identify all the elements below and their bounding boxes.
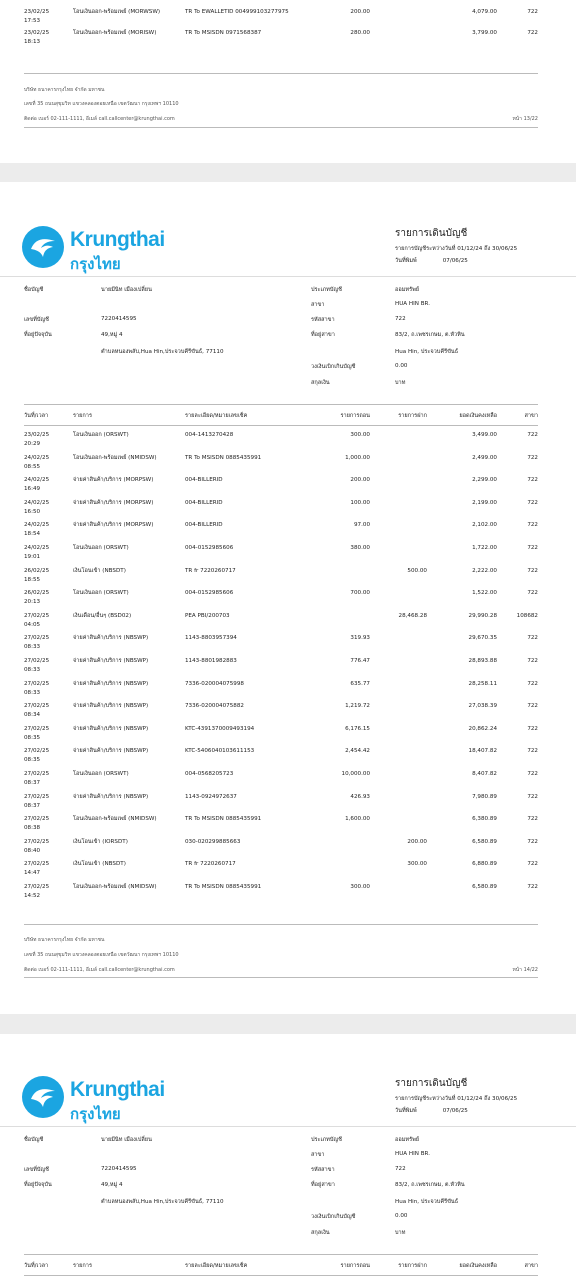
- footer-address: เลขที่ 35 ถนนสุขุมวิท แขวงคลองตอยเหนือ เขตวัฒนา กรุงเทพฯ 10110: [24, 952, 179, 958]
- row-time: 19:01: [24, 554, 41, 560]
- row-branch: 722: [527, 9, 538, 15]
- account-number: 7220414595: [101, 316, 137, 322]
- table-row: [0, 521, 576, 543]
- branch-address-1: 83/2, ถ.เพชรเกษม, ต.หัวหิน: [395, 332, 465, 338]
- table-row: [0, 793, 576, 815]
- row-description: โอนเงินออก-พร้อมเพย์ (NMIDSW): [73, 884, 157, 890]
- row-time: 18:13: [24, 39, 41, 45]
- row-time: 08:35: [24, 757, 41, 764]
- footer-contact: ติดต่อ เบอร์ 02-111-1111, อีเมล์ call.callcenter@krungthai.com: [24, 116, 175, 122]
- row-withdraw: 280.00: [350, 30, 370, 36]
- col-date: วันที่/เวลา: [24, 413, 49, 419]
- row-date: 27/02/25: [24, 680, 50, 687]
- row-balance: 27,038.39: [468, 703, 497, 710]
- table-row: [0, 454, 576, 476]
- footer-divider: [24, 924, 538, 925]
- row-balance: 1,722.00: [472, 545, 497, 551]
- row-date: 26/02/25: [24, 590, 50, 597]
- table-row: [0, 680, 576, 702]
- row-description: โอนเงินออก (ORSWT): [73, 545, 129, 551]
- row-deposit: 200.00: [407, 838, 427, 845]
- row-description: จ่ายค่าสินค้า/บริการ (NBSWP): [73, 703, 149, 710]
- currency: บาท: [395, 1230, 406, 1236]
- table-row: [0, 815, 576, 837]
- row-withdraw: 380.00: [350, 545, 370, 551]
- row-balance: 7,980.89: [472, 793, 497, 800]
- col-deposit: รายการฝาก: [398, 413, 427, 419]
- account-number-label: เลขที่บัญชี: [24, 317, 49, 323]
- row-time: 08:37: [24, 780, 41, 786]
- row-balance: 2,102.00: [472, 522, 497, 529]
- row-withdraw: 300.00: [350, 432, 370, 438]
- row-description: จ่ายค่าสินค้า/บริการ (NBSWP): [73, 635, 149, 642]
- row-balance: 4,079.00: [472, 9, 497, 15]
- row-balance: 6,580.89: [472, 884, 497, 890]
- row-detail: 004-0152985606: [185, 545, 234, 551]
- header-divider: [0, 1126, 576, 1127]
- row-date: 27/02/25: [24, 861, 50, 868]
- row-branch: 722: [527, 590, 538, 597]
- account-name: นายมีนิท เมืองเปลี่ยน: [101, 287, 152, 293]
- row-description: โอนเงินออก-พร้อมเพย์ (NMIDSW): [73, 454, 157, 461]
- table-header-divider: [24, 425, 538, 426]
- currency: บาท: [395, 380, 406, 386]
- row-withdraw: 6,176.15: [345, 725, 370, 732]
- row-branch: 722: [527, 454, 538, 461]
- row-description: จ่ายค่าสินค้า/บริการ (NBSWP): [73, 658, 149, 664]
- row-description: จ่ายค่าสินค้า/บริการ (NBSWP): [73, 748, 149, 755]
- row-branch: 722: [527, 522, 538, 529]
- print-date-line: วันที่พิมพ์ 07/06/25: [395, 258, 468, 264]
- bank-name-th: กรุงไทย: [70, 1106, 121, 1123]
- row-detail: 004-BILLERID: [185, 477, 223, 484]
- row-time: 18:55: [24, 576, 41, 583]
- row-time: 20:29: [24, 441, 41, 447]
- branch-address-1: 83/2, ถ.เพชรเกษม, ต.หัวหิน: [395, 1182, 465, 1188]
- branch-address-label: ที่อยู่สาขา: [311, 332, 335, 338]
- address-line-2: ตำบลหนองพลับ,Hua Hin,ประจวบคีรีขันธ์, 77110: [101, 1199, 224, 1205]
- branch-name: HUA HIN BR.: [395, 301, 431, 307]
- row-balance: 6,580.89: [472, 838, 497, 845]
- table-row: [0, 702, 576, 724]
- account-name-label: ชื่อบัญชี: [24, 1137, 44, 1143]
- row-detail: 030-020299885663: [185, 838, 241, 845]
- footer-contact: ติดต่อ เบอร์ 02-111-1111, อีเมล์ call.callcenter@krungthai.com: [24, 967, 175, 973]
- row-detail: TR To MSISDN 0885435991: [185, 454, 262, 461]
- table-header-divider: [24, 1275, 538, 1276]
- col-withdraw: รายการถอน: [340, 1263, 370, 1269]
- header-divider: [0, 276, 576, 277]
- row-withdraw: 1,000.00: [345, 454, 370, 461]
- row-date: 24/02/25: [24, 522, 50, 529]
- branch-name: HUA HIN BR.: [395, 1151, 431, 1157]
- row-detail: TR fr 7220260717: [185, 861, 236, 868]
- col-withdraw: รายการถอน: [340, 413, 370, 419]
- col-balance: ยอดเงินคงเหลือ: [459, 1263, 497, 1269]
- krungthai-logo: [22, 1076, 172, 1126]
- currency-label: สกุลเงิน: [311, 1230, 330, 1236]
- statement-page-15: [0, 1034, 576, 1280]
- account-number: 7220414595: [101, 1166, 137, 1172]
- row-description: จ่ายค่าสินค้า/บริการ (NBSWP): [73, 680, 149, 687]
- row-withdraw: 426.93: [350, 793, 370, 800]
- row-balance: 29,670.35: [468, 635, 497, 642]
- branch-code: 722: [395, 316, 406, 322]
- branch-address-2: Hua Hin, ประจวบคีรีขันธ์: [395, 1199, 459, 1205]
- row-time: 18:54: [24, 531, 41, 538]
- row-branch: 722: [527, 30, 538, 36]
- address-line-1: 49,หมู่ 4: [101, 1182, 123, 1188]
- row-description: จ่ายค่าสินค้า/บริการ (NBSWP): [73, 793, 149, 800]
- krungthai-bird-icon: [22, 1076, 64, 1118]
- row-time: 08:33: [24, 689, 41, 696]
- credit-limit: 0.00: [395, 1213, 408, 1219]
- bank-name-th: กรุงไทย: [70, 256, 121, 273]
- footer-bottom-divider: [24, 127, 538, 128]
- row-date: 27/02/25: [24, 838, 50, 845]
- row-detail: 004-0568205723: [185, 771, 234, 777]
- row-balance: 1,522.00: [472, 590, 497, 597]
- row-time: 14:47: [24, 870, 41, 877]
- row-date: 24/02/25: [24, 499, 50, 506]
- row-deposit: 28,468.28: [398, 612, 427, 619]
- table-row: [0, 634, 576, 656]
- row-withdraw: 100.00: [350, 499, 370, 506]
- table-row: [0, 8, 576, 30]
- row-balance: 28,258.11: [468, 680, 497, 687]
- credit-limit-label: วงเงินเบิกเกินบัญชี: [311, 364, 356, 370]
- row-date: 27/02/25: [24, 658, 50, 664]
- row-branch: 722: [527, 499, 538, 506]
- table-header: [0, 1262, 576, 1274]
- statement-period: รายการบัญชีระหว่างวันที่ 01/12/24 ถึง 30/06/25: [395, 246, 518, 252]
- page-number: หน้า 13/22: [512, 116, 538, 122]
- statement-page-14: [0, 182, 576, 1014]
- row-date: 24/02/25: [24, 477, 50, 484]
- statement-title: รายการเดินบัญชี: [395, 228, 468, 239]
- page-number: หน้า 14/22: [512, 967, 538, 973]
- row-balance: 2,299.00: [472, 477, 497, 484]
- account-type: ออมทรัพย์: [395, 1137, 420, 1143]
- footer-address: เลขที่ 35 ถนนสุขุมวิท แขวงคลองตอยเหนือ เขตวัฒนา กรุงเทพฯ 10110: [24, 101, 179, 107]
- row-withdraw: 10,000.00: [341, 771, 370, 777]
- table-row: [0, 838, 576, 860]
- table-row: [0, 476, 576, 498]
- row-withdraw: 2,454.42: [345, 748, 370, 755]
- row-branch: 722: [527, 838, 538, 845]
- table-row: [0, 589, 576, 611]
- table-row: [0, 499, 576, 521]
- col-desc: รายการ: [73, 413, 92, 419]
- row-branch: 722: [527, 680, 538, 687]
- row-time: 08:40: [24, 847, 41, 854]
- col-date: วันที่/เวลา: [24, 1263, 49, 1269]
- row-date: 27/02/25: [24, 612, 50, 619]
- row-withdraw: 319.93: [350, 635, 370, 642]
- row-time: 04:05: [24, 621, 41, 628]
- row-time: 08:35: [24, 734, 41, 741]
- row-detail: TR To MSISDN 0885435991: [185, 884, 262, 890]
- row-description: จ่ายค่าสินค้า/บริการ (MORPSW): [73, 522, 154, 529]
- table-header: [0, 412, 576, 424]
- row-date: 26/02/25: [24, 567, 50, 574]
- row-time: 08:37: [24, 802, 41, 809]
- row-description: โอนเงินออก (ORSWT): [73, 590, 129, 597]
- row-detail: TR To EWALLETID 004999103277975: [185, 9, 289, 15]
- row-date: 27/02/25: [24, 725, 50, 732]
- row-date: 27/02/25: [24, 748, 50, 755]
- row-description: โอนเงินออก (ORSWT): [73, 771, 129, 777]
- table-row: [0, 747, 576, 769]
- row-time: 17:53: [24, 18, 41, 24]
- branch-label: สาขา: [311, 1152, 325, 1158]
- col-balance: ยอดเงินคงเหลือ: [459, 413, 497, 419]
- table-row: [0, 883, 576, 905]
- row-balance: 18,407.82: [468, 748, 497, 755]
- footer-company: บริษัท ธนาคารกรุงไทย จำกัด มหาชน: [24, 937, 105, 943]
- bank-name-en: Krungthai: [70, 1078, 165, 1101]
- row-balance: 2,199.00: [472, 499, 497, 506]
- footer-divider: [24, 73, 538, 74]
- account-type-label: ประเภทบัญชี: [311, 1137, 342, 1143]
- row-date: 27/02/25: [24, 793, 50, 800]
- row-description: โอนเงินออก-พร้อมเพย์ (MORWSW): [73, 9, 161, 15]
- row-detail: 004-BILLERID: [185, 499, 223, 506]
- table-row: [0, 725, 576, 747]
- row-time: 20:13: [24, 599, 41, 606]
- statement-header: [395, 1076, 517, 1115]
- row-detail: 1143-8803957394: [185, 635, 237, 642]
- row-description: โอนเงินออก-พร้อมเพย์ (NMIDSW): [73, 816, 157, 823]
- statement-title: รายการเดินบัญชี: [395, 1078, 468, 1089]
- row-balance: 20,862.24: [468, 725, 497, 732]
- row-date: 27/02/25: [24, 635, 50, 642]
- footer-company: บริษัท ธนาคารกรุงไทย จำกัด มหาชน: [24, 87, 105, 93]
- krungthai-bird-icon: [22, 226, 64, 268]
- bank-name-en: Krungthai: [70, 228, 165, 251]
- account-name-label: ชื่อบัญชี: [24, 287, 44, 293]
- account-name: นายมีนิท เมืองเปลี่ยน: [101, 1137, 152, 1143]
- row-date: 24/02/25: [24, 454, 50, 461]
- row-withdraw: 97.00: [353, 522, 370, 529]
- row-description: เงินโอนเข้า (NBSDT): [73, 861, 126, 868]
- row-description: เงินโอนเข้า (NBSDT): [73, 567, 126, 574]
- row-deposit: 300.00: [407, 861, 427, 868]
- row-branch: 722: [527, 545, 538, 551]
- row-branch: 722: [527, 793, 538, 800]
- branch-label: สาขา: [311, 302, 325, 308]
- row-balance: 2,499.00: [472, 454, 497, 461]
- branch-code: 722: [395, 1166, 406, 1172]
- row-time: 08:55: [24, 463, 41, 470]
- row-detail: 1143-0924972637: [185, 793, 237, 800]
- row-deposit: 500.00: [407, 567, 427, 574]
- row-date: 27/02/25: [24, 771, 50, 777]
- row-description: จ่ายค่าสินค้า/บริการ (MORPSW): [73, 477, 154, 484]
- row-date: 27/02/25: [24, 703, 50, 710]
- row-time: 08:34: [24, 712, 41, 719]
- row-withdraw: 776.47: [350, 658, 370, 664]
- table-row: [0, 657, 576, 679]
- account-type: ออมทรัพย์: [395, 287, 420, 293]
- row-branch: 108682: [516, 612, 538, 619]
- row-balance: 6,880.89: [472, 861, 497, 868]
- row-detail: PEA PBI/200703: [185, 612, 230, 619]
- row-balance: 3,499.00: [472, 432, 497, 438]
- col-branch: สาขา: [524, 413, 538, 419]
- col-branch: สาขา: [524, 1263, 538, 1269]
- table-top-divider: [24, 404, 538, 405]
- table-row: [0, 860, 576, 882]
- row-description: โอนเงินออก-พร้อมเพย์ (MORISW): [73, 30, 157, 36]
- row-date: 23/02/25: [24, 30, 50, 36]
- row-branch: 722: [527, 861, 538, 868]
- row-branch: 722: [527, 816, 538, 823]
- table-row: [0, 612, 576, 634]
- row-withdraw: 200.00: [350, 477, 370, 484]
- address-line-1: 49,หมู่ 4: [101, 332, 123, 338]
- branch-code-label: รหัสสาขา: [311, 317, 335, 323]
- row-detail: KTC-4391370009493194: [185, 725, 255, 732]
- table-top-divider: [24, 1254, 538, 1255]
- row-time: 16:49: [24, 486, 41, 493]
- row-withdraw: 1,600.00: [345, 816, 370, 823]
- row-branch: 722: [527, 567, 538, 574]
- address-label: ที่อยู่ปัจจุบัน: [24, 1182, 52, 1188]
- table-row: [0, 770, 576, 792]
- row-detail: KTC-5406040103611153: [185, 748, 255, 755]
- row-withdraw: 300.00: [350, 884, 370, 890]
- row-description: เงินโอนเข้า (IORSDT): [73, 838, 128, 845]
- row-date: 27/02/25: [24, 884, 50, 890]
- row-balance: 8,407.82: [472, 771, 497, 777]
- row-detail: 7336-020004075882: [185, 703, 244, 710]
- footer-bottom-divider: [24, 977, 538, 978]
- row-branch: 722: [527, 635, 538, 642]
- statement-page-13: [0, 0, 576, 163]
- row-detail: TR To MSISDN 0885435991: [185, 816, 262, 823]
- credit-limit-label: วงเงินเบิกเกินบัญชี: [311, 1214, 356, 1220]
- table-row: [0, 567, 576, 589]
- row-description: เงินเดือน/อื่นๆ (BSD02): [73, 612, 132, 619]
- row-date: 27/02/25: [24, 816, 50, 823]
- col-desc: รายการ: [73, 1263, 92, 1269]
- currency-label: สกุลเงิน: [311, 380, 330, 386]
- row-branch: 722: [527, 771, 538, 777]
- table-row: [0, 29, 576, 51]
- row-branch: 722: [527, 477, 538, 484]
- row-balance: 3,799.00: [472, 30, 497, 36]
- row-time: 14:52: [24, 893, 41, 899]
- col-detail: รายละเอียด/หมายเลขเช็ค: [185, 413, 248, 419]
- col-detail: รายละเอียด/หมายเลขเช็ค: [185, 1263, 248, 1269]
- row-branch: 722: [527, 703, 538, 710]
- account-number-label: เลขที่บัญชี: [24, 1167, 49, 1173]
- credit-limit: 0.00: [395, 363, 408, 369]
- row-branch: 722: [527, 658, 538, 664]
- row-detail: TR fr 7220260717: [185, 567, 236, 574]
- table-row: [0, 544, 576, 566]
- row-withdraw: 1,219.72: [345, 703, 370, 710]
- col-deposit: รายการฝาก: [398, 1263, 427, 1269]
- print-date-line: วันที่พิมพ์ 07/06/25: [395, 1108, 468, 1114]
- row-branch: 722: [527, 725, 538, 732]
- row-withdraw: 700.00: [350, 590, 370, 597]
- account-type-label: ประเภทบัญชี: [311, 287, 342, 293]
- row-detail: 1143-8801982883: [185, 658, 237, 664]
- row-balance: 6,380.89: [472, 816, 497, 823]
- address-line-2: ตำบลหนองพลับ,Hua Hin,ประจวบคีรีขันธ์, 77110: [101, 349, 224, 355]
- row-detail: 004-1413270428: [185, 432, 234, 438]
- row-date: 24/02/25: [24, 545, 50, 551]
- row-description: จ่ายค่าสินค้า/บริการ (MORPSW): [73, 499, 154, 506]
- row-time: 08:38: [24, 825, 41, 832]
- row-balance: 2,222.00: [472, 567, 497, 574]
- row-withdraw: 635.77: [350, 680, 370, 687]
- row-detail: 7336-020004075998: [185, 680, 244, 687]
- row-balance: 28,893.88: [468, 658, 497, 664]
- row-description: โอนเงินออก (ORSWT): [73, 432, 129, 438]
- row-description: จ่ายค่าสินค้า/บริการ (NBSWP): [73, 725, 149, 732]
- branch-address-2: Hua Hin, ประจวบคีรีขันธ์: [395, 349, 459, 355]
- row-date: 23/02/25: [24, 9, 50, 15]
- statement-period: รายการบัญชีระหว่างวันที่ 01/12/24 ถึง 30/06/25: [395, 1096, 518, 1102]
- statement-header: [395, 226, 517, 265]
- row-branch: 722: [527, 748, 538, 755]
- row-branch: 722: [527, 432, 538, 438]
- row-time: 08:33: [24, 667, 41, 673]
- branch-address-label: ที่อยู่สาขา: [311, 1182, 335, 1188]
- row-withdraw: 200.00: [350, 9, 370, 15]
- krungthai-logo: [22, 226, 172, 276]
- row-branch: 722: [527, 884, 538, 890]
- address-label: ที่อยู่ปัจจุบัน: [24, 332, 52, 338]
- row-date: 23/02/25: [24, 432, 50, 438]
- row-time: 08:33: [24, 644, 41, 651]
- row-detail: TR To MSISDN 0971568387: [185, 30, 262, 36]
- row-detail: 004-BILLERID: [185, 522, 223, 529]
- table-row: [0, 431, 576, 453]
- row-detail: 004-0152985606: [185, 590, 234, 597]
- branch-code-label: รหัสสาขา: [311, 1167, 335, 1173]
- row-time: 16:50: [24, 508, 41, 515]
- row-balance: 29,990.28: [468, 612, 497, 619]
